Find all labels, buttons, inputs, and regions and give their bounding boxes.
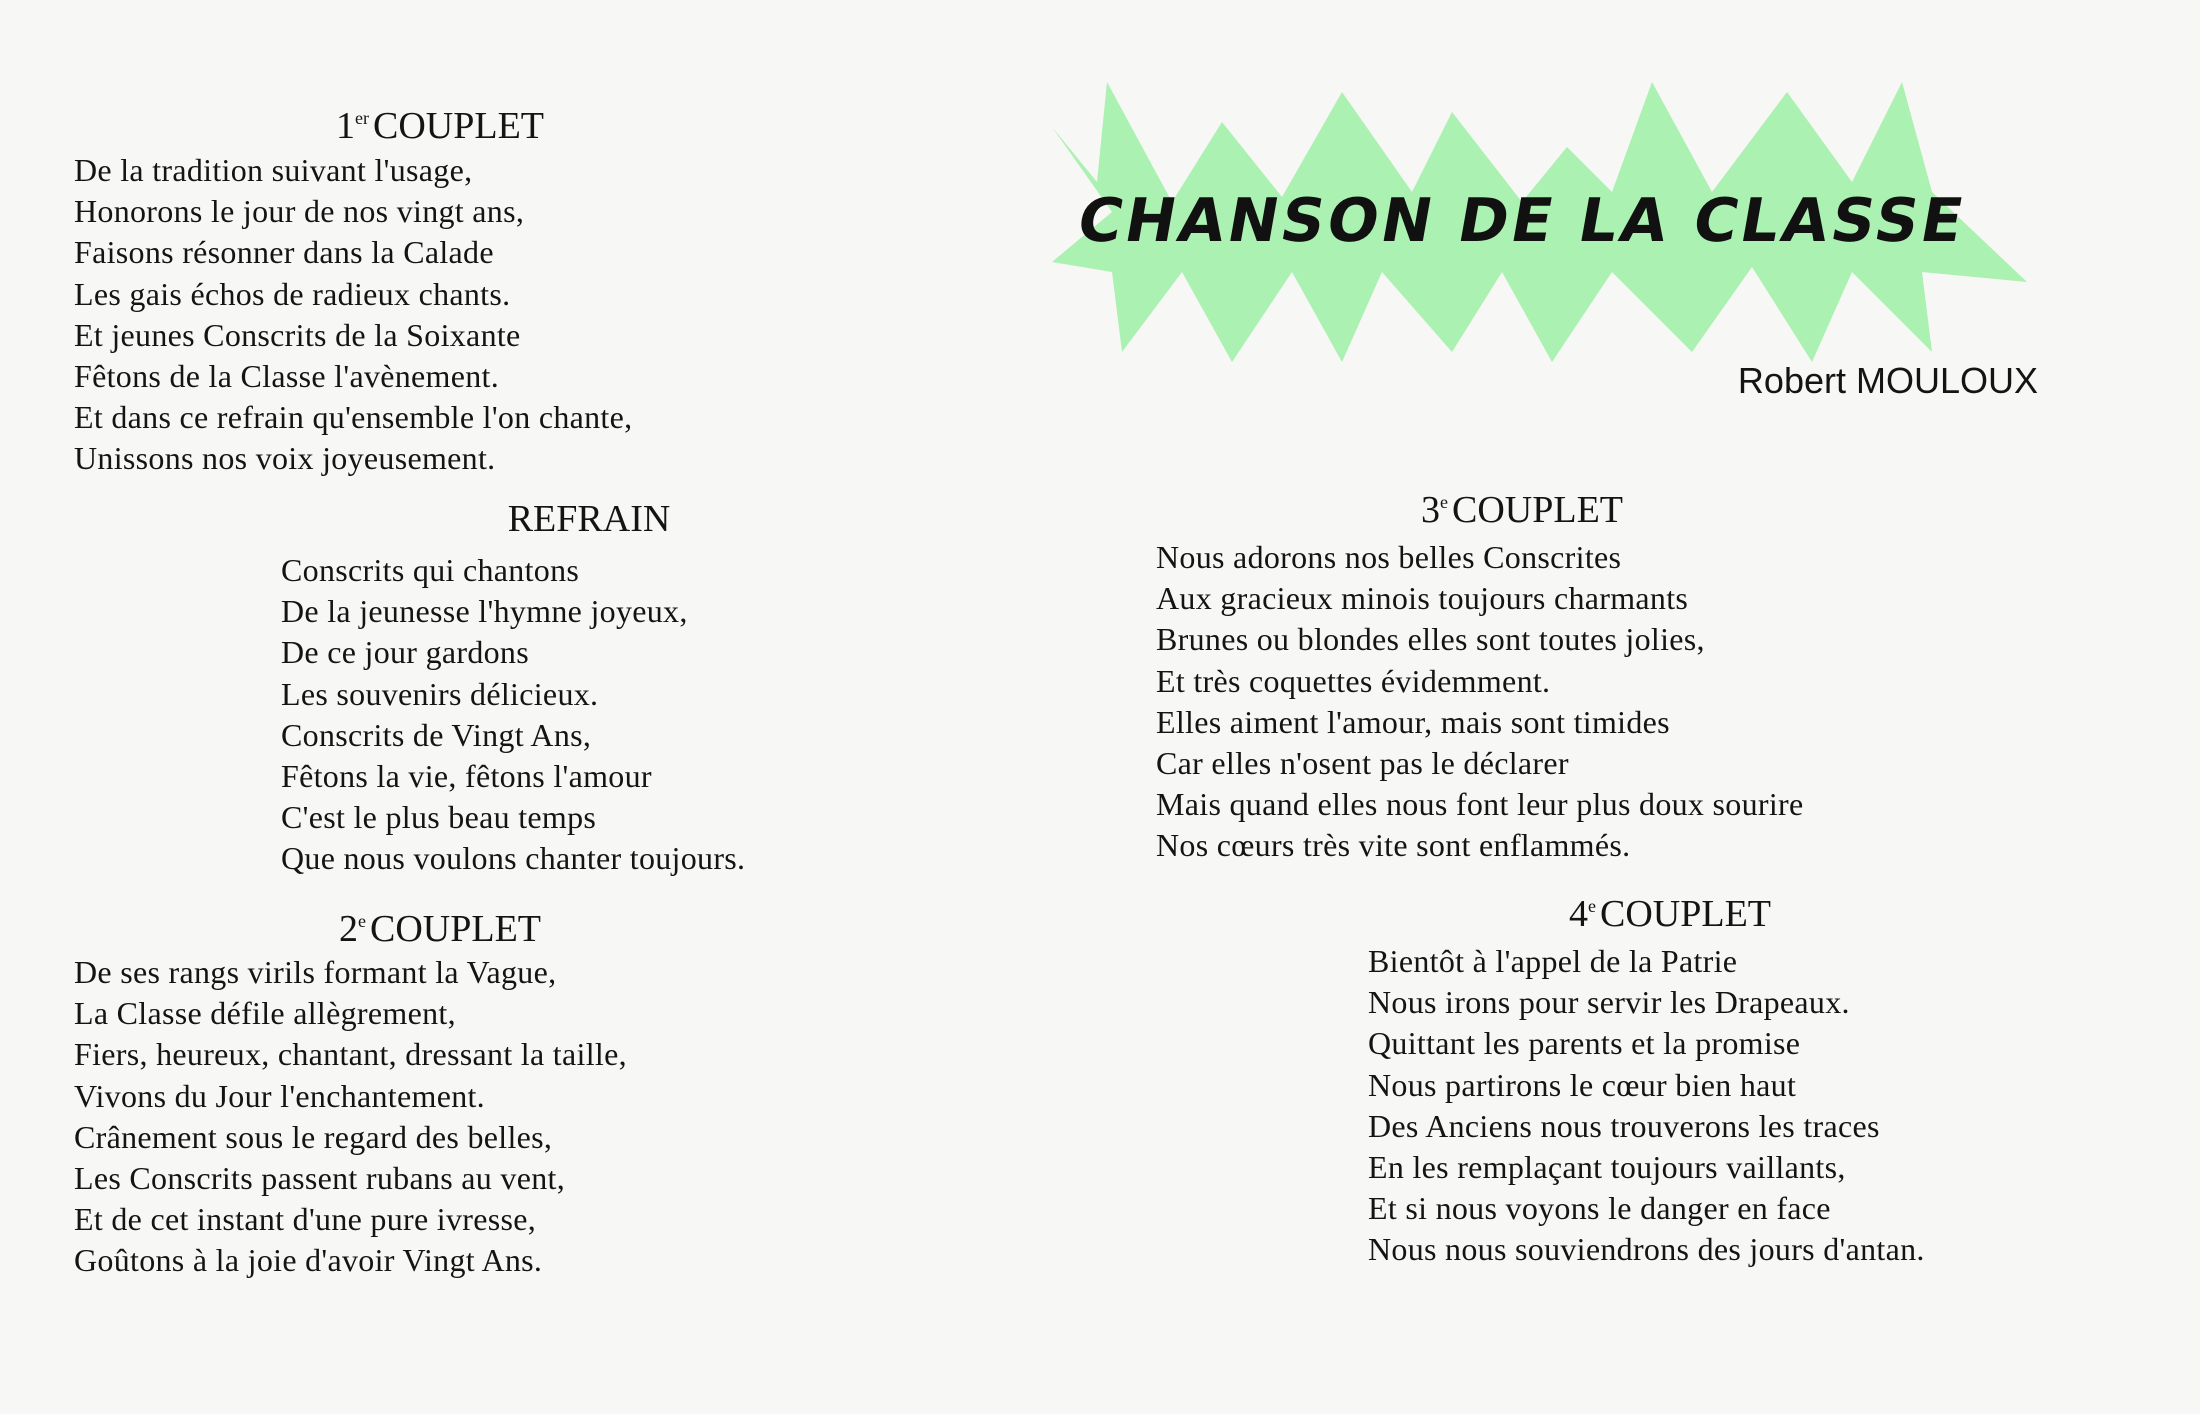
verse-line: Et de cet instant d'une pure ivresse, (74, 1201, 537, 1238)
couplet-ordinal: e (1440, 492, 1448, 512)
couplet-label: COUPLET (372, 105, 544, 147)
verse-line: Brunes ou blondes elles sont toutes jolies, (1156, 621, 1705, 658)
couplet-ordinal: e (1588, 896, 1596, 916)
verse-line: Les Conscrits passent rubans au vent, (74, 1160, 566, 1197)
verse-line: De la tradition suivant l'usage, (74, 152, 473, 188)
couplet-label: COUPLET (1600, 893, 1771, 935)
verse-line: De ses rangs virils formant la Vague, (74, 954, 557, 990)
verse-line: Conscrits qui chantons (281, 552, 580, 588)
verse-line: Elles aiment l'amour, mais sont timides (1156, 703, 1670, 740)
verse-line: Goûtons à la joie d'avoir Vingt Ans. (74, 1242, 543, 1279)
couplet-number: 2 (339, 908, 358, 950)
couplet-number: 4 (1569, 893, 1588, 935)
verse-line: Mais quand elles nous font leur plus doux sourire (1156, 786, 1804, 823)
verse-line: Quittant les parents et la promise (1368, 1025, 1801, 1062)
verse-line: La Classe défile allègrement, (74, 995, 456, 1032)
couplet4-heading (1569, 884, 1771, 936)
couplet1-verse (74, 150, 632, 480)
couplet4-verse (1368, 941, 1925, 1271)
song-title: CHANSON DE LA CLASSE (1072, 186, 1972, 256)
couplet-label: COUPLET (1452, 489, 1623, 531)
verse-line: Des Anciens nous trouverons les traces (1368, 1107, 1880, 1144)
verse-line: Crânement sous le regard des belles, (74, 1118, 553, 1155)
verse-line: Conscrits de Vingt Ans, (281, 716, 592, 753)
verse-line: Unissons nos voix joyeusement. (74, 440, 496, 477)
verse-line: Et dans ce refrain qu'ensemble l'on chante, (74, 399, 633, 436)
verse-line: Nous partirons le cœur bien haut (1368, 1066, 1797, 1103)
couplet-ordinal: er (355, 108, 369, 128)
verse-line: Car elles n'osent pas le déclarer (1156, 745, 1569, 782)
verse-line: Que nous voulons chanter toujours. (281, 840, 746, 877)
couplet2-verse (74, 952, 627, 1282)
couplet1-heading (336, 96, 544, 148)
couplet-label: COUPLET (370, 908, 541, 950)
verse-line: Nous irons pour servir les Drapeaux. (1368, 984, 1850, 1021)
verse-line: Honorons le jour de nos vingt ans, (74, 193, 525, 230)
verse-line: Les gais échos de radieux chants. (74, 275, 511, 312)
verse-line: Fêtons de la Classe l'avènement. (74, 358, 500, 395)
verse-line: C'est le plus beau temps (281, 799, 597, 836)
verse-line: Les souvenirs délicieux. (281, 675, 599, 712)
couplet2-heading (339, 899, 541, 951)
verse-line: Nous adorons nos belles Conscrites (1156, 539, 1622, 575)
verse-line: En les remplaçant toujours vaillants, (1368, 1149, 1846, 1186)
verse-line: Vivons du Jour l'enchantement. (74, 1077, 485, 1114)
author-name: Robert MOULOUX (1737, 360, 2038, 401)
verse-line: Nous nous souviendrons des jours d'antan. (1368, 1231, 1925, 1268)
verse-line: Nos cœurs très vite sont enflammés. (1156, 827, 1631, 864)
verse-line: Fiers, heureux, chantant, dressant la taille, (74, 1036, 627, 1073)
verse-line: Et jeunes Conscrits de la Soixante (74, 316, 521, 353)
verse-line: De la jeunesse l'hymne joyeux, (281, 593, 688, 630)
verse-line: Et très coquettes évidemment. (1156, 662, 1551, 699)
couplet-ordinal: e (358, 911, 366, 931)
refrain-verse (281, 550, 745, 880)
couplet-number: 3 (1421, 489, 1440, 531)
verse-line: Et si nous voyons le danger en face (1368, 1190, 1831, 1227)
couplet3-heading (1421, 480, 1623, 532)
verse-line: Aux gracieux minois toujours charmants (1156, 580, 1689, 617)
verse-line: De ce jour gardons (281, 634, 529, 671)
verse-line: Fêtons la vie, fêtons l'amour (281, 758, 652, 795)
verse-line: Faisons résonner dans la Calade (74, 234, 494, 271)
couplet3-verse (1156, 537, 1804, 867)
verse-line: Bientôt à l'appel de la Patrie (1368, 943, 1738, 979)
refrain-heading: REFRAIN (507, 498, 671, 540)
couplet-number: 1 (336, 105, 356, 147)
